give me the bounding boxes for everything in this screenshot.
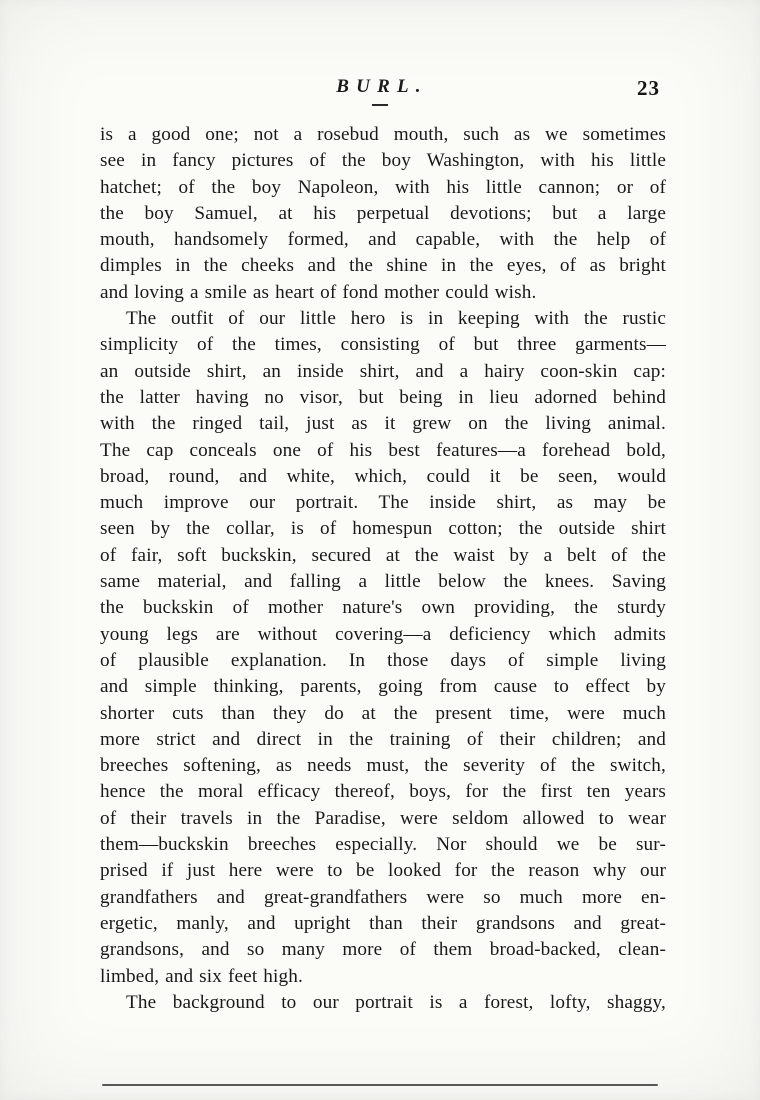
text-line: of plausible explanation. In those days of simple living (100, 649, 666, 671)
text-line: of fair, soft buckskin, secured at the waist by a belt of the (100, 544, 666, 566)
text-line: mouth, handsomely formed, and capable, with the help of (100, 229, 666, 251)
text-line: and loving a smile as heart of fond mother could wish. (100, 281, 537, 303)
text-line: grandfathers and great-grandfathers were so much more en- (100, 886, 666, 908)
text-line: limbed, and six feet high. (100, 965, 303, 987)
text-line: much improve our portrait. The inside shirt, as may be (100, 492, 666, 514)
text-line: broad, round, and white, which, could it be seen, would (100, 465, 666, 487)
text-line: grandsons, and so many more of them broad-backed, clean- (100, 939, 666, 961)
text-line: dimples in the cheeks and the shine in the eyes, of as bright (100, 255, 666, 277)
text-line: with the ringed tail, just as it grew on the living animal. (100, 413, 666, 435)
text-line: the latter having no visor, but being in lieu adorned behind (100, 386, 666, 408)
text-line: ergetic, manly, and upright than their grandsons and great- (100, 912, 666, 934)
text-line: breeches softening, as needs must, the severity of the switch, (100, 755, 666, 777)
paragraph (100, 990, 666, 1016)
text-block (100, 122, 666, 1016)
text-line: more strict and direct in the training of their children; and (100, 728, 666, 750)
text-line: young legs are without covering—a deficiency which admits (100, 623, 666, 645)
page-number: 23 (637, 76, 660, 100)
text-line: The background to our portrait is a forest, lofty, shaggy, (126, 991, 666, 1013)
text-line: an outside shirt, an inside shirt, and a hairy coon-skin cap: (100, 360, 666, 382)
title-rule-ornament (372, 104, 388, 106)
paragraph (100, 306, 666, 990)
text-line: of their travels in the Paradise, were seldom allowed to wear (100, 807, 666, 829)
text-line: is a good one; not a rosebud mouth, such as we sometimes (100, 124, 666, 145)
text-line: simplicity of the times, consisting of but three garments— (100, 334, 666, 356)
running-title: BURL. (336, 76, 428, 97)
text-line: see in fancy pictures of the boy Washington, with his little (100, 150, 666, 172)
text-line: them—buckskin breeches especially. Nor should we be sur- (100, 834, 666, 856)
text-line: prised if just here were to be looked for the reason why our (100, 860, 666, 882)
text-line: same material, and falling a little below the knees. Saving (100, 571, 666, 593)
page-header (100, 76, 664, 106)
text-line: hatchet; of the boy Napoleon, with his little cannon; or of (100, 176, 666, 198)
text-line: The cap conceals one of his best features—a forehead bold, (100, 439, 666, 461)
scan-artifact-line (102, 1084, 658, 1086)
paragraph (100, 122, 666, 306)
text-line: hence the moral efficacy thereof, boys, for the first ten years (100, 781, 666, 803)
text-line: the buckskin of mother nature's own providing, the sturdy (100, 597, 666, 619)
text-line: shorter cuts than they do at the present time, were much (100, 702, 666, 724)
text-line: The outfit of our little hero is in keeping with the rustic (126, 308, 666, 330)
text-line: and simple thinking, parents, going from cause to effect by (100, 676, 666, 698)
text-line: the boy Samuel, at his perpetual devotions; but a large (100, 202, 666, 224)
text-line: seen by the collar, is of homespun cotton; the outside shirt (100, 518, 666, 540)
